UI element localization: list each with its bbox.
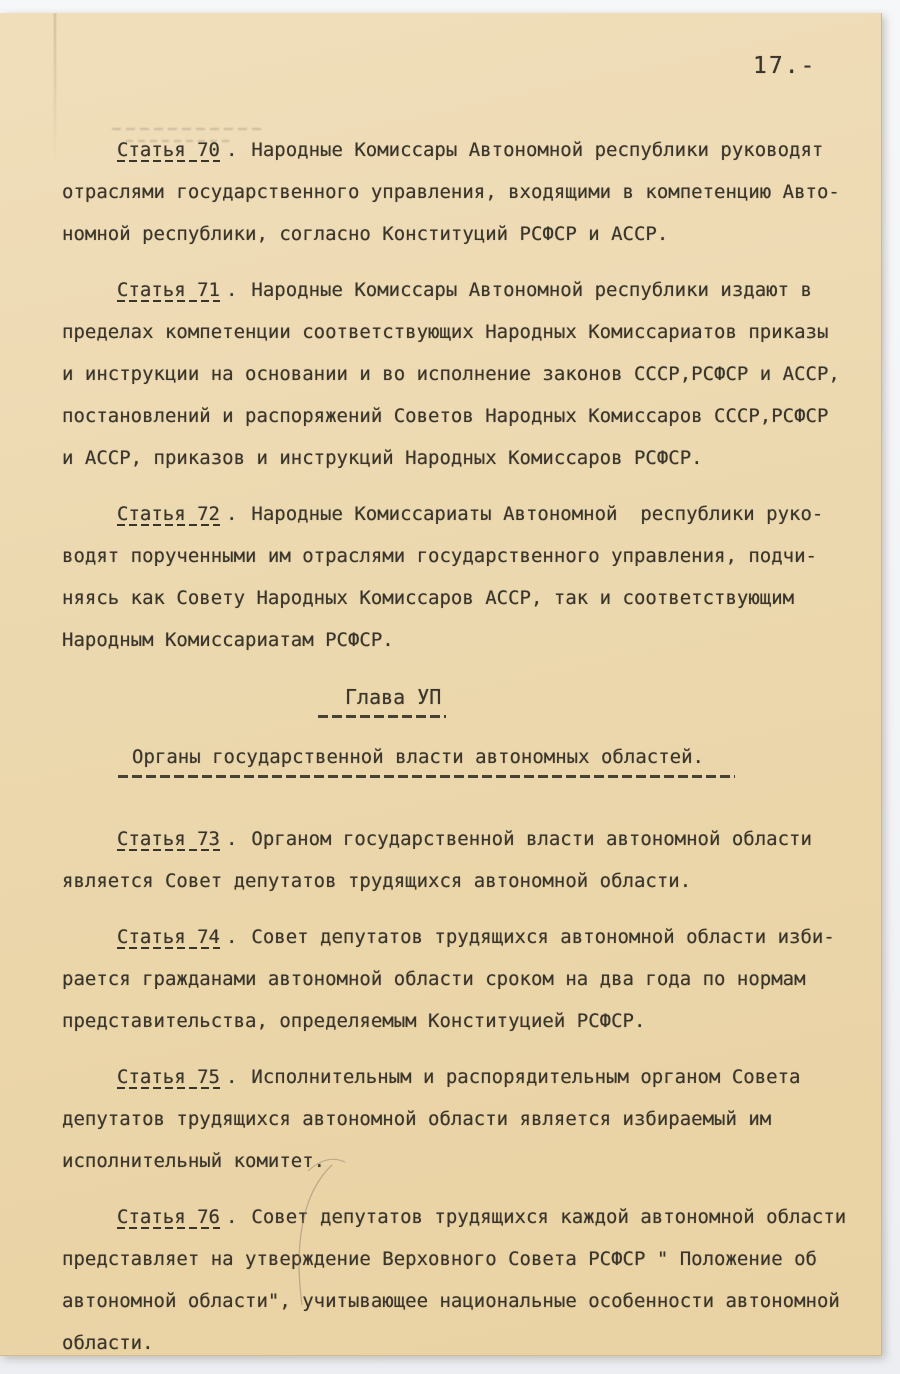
article-72-line-3: няясь как Совету Народных Комиссаров АССР, так и соответствующим <box>62 587 795 609</box>
article-71-paragraph <box>62 269 862 479</box>
article-75-label-dot: . <box>225 1066 238 1088</box>
article-74-label-dot: . <box>225 926 238 948</box>
article-70-line-2: отраслями государственного управления, входящими в компетенцию Авто- <box>62 181 840 203</box>
article-71-line-5: и АССР, приказов и инструкций Народных Комиссаров РСФСР. <box>62 447 703 469</box>
article-72-label: Статья 72 <box>117 503 220 525</box>
article-74-line-3: представительства, определяемым Конституцией РСФСР. <box>62 1010 646 1032</box>
paper-crease <box>54 13 56 163</box>
article-76-label-dot: . <box>225 1206 238 1228</box>
chapter-title: Глава УП <box>345 685 442 709</box>
article-70-intro: Народные Комиссары Автономной республики руководят <box>251 139 824 161</box>
article-75-line-3: исполнительный комитет. <box>62 1150 326 1172</box>
article-75-label: Статья 75 <box>117 1066 220 1088</box>
article-73-line-1 <box>62 818 862 860</box>
article-73-line-2: является Совет депутатов трудящихся автономной области. <box>62 870 692 892</box>
article-70-line-1 <box>62 129 862 171</box>
article-76-label: Статья 76 <box>117 1206 220 1228</box>
article-76-line-1 <box>62 1196 862 1238</box>
chapter-subtitle-underline <box>118 775 735 778</box>
article-70-line-3: номной республики, согласно Конституций РСФСР и АССР. <box>62 223 669 245</box>
article-72-paragraph <box>62 493 862 661</box>
article-70-label: Статья 70 <box>117 139 220 161</box>
article-74-line-1 <box>62 916 862 958</box>
article-71-line-2: пределах компетенции соответствующих Народных Комиссариатов приказы <box>62 321 829 343</box>
article-73-paragraph <box>62 818 862 902</box>
article-71-line-1 <box>62 269 862 311</box>
article-71-label: Статья 71 <box>117 279 220 301</box>
page-number: 17.- <box>753 53 817 79</box>
article-71-line-3: и инструкции на основании и во исполнение законов СССР,РСФСР и АССР, <box>62 363 840 385</box>
article-72-intro: Народные Комиссариаты Автономной республики руко- <box>251 503 824 525</box>
article-76-line-3: автономной области", учитывающее национальные особенности автономной <box>62 1290 840 1312</box>
article-76-paragraph <box>62 1196 862 1356</box>
chapter-subtitle: Органы государственной власти автономных областей. <box>132 746 704 768</box>
article-72-line-1 <box>62 493 862 535</box>
article-75-paragraph <box>62 1056 862 1182</box>
article-75-intro: Исполнительным и распорядительным органом Совета <box>251 1066 801 1088</box>
article-71-label-dot: . <box>225 279 238 301</box>
article-75-line-1 <box>62 1056 862 1098</box>
article-76-line-4: области. <box>62 1332 154 1354</box>
article-73-label-dot: . <box>225 828 238 850</box>
article-70-paragraph <box>62 129 862 255</box>
article-74-label: Статья 74 <box>117 926 220 948</box>
article-70-label-dot: . <box>225 139 238 161</box>
article-74-intro: Совет депутатов трудящихся автономной области изби- <box>251 926 835 948</box>
article-72-label-dot: . <box>225 503 238 525</box>
article-75-line-2: депутатов трудящихся автономной области является избираемый им <box>62 1108 772 1130</box>
article-71-line-4: постановлений и распоряжений Советов Народных Комиссаров СССР,РСФСР <box>62 405 829 427</box>
article-71-intro: Народные Комиссары Автономной республики издают в <box>251 279 812 301</box>
article-73-intro: Органом государственной власти автономной области <box>251 828 812 850</box>
chapter-title-underline <box>318 715 446 718</box>
article-74-paragraph <box>62 916 862 1042</box>
pencil-mark <box>272 1145 362 1315</box>
article-76-intro: Совет депутатов трудящихся каждой автономной области <box>251 1206 847 1228</box>
chapter-heading-block <box>62 683 862 778</box>
article-73-label: Статья 73 <box>117 828 220 850</box>
article-76-line-2: представляет на утверждение Верховного Совета РСФСР " Положение об <box>62 1248 817 1270</box>
article-72-line-4: Народным Комиссариатам РСФСР. <box>62 629 394 651</box>
article-74-line-2: рается гражданами автономной области сроком на два года по нормам <box>62 968 806 990</box>
article-72-line-2: водят порученными им отраслями государственного управления, подчи- <box>62 545 817 567</box>
page-content <box>62 13 862 1356</box>
document-page <box>0 13 882 1356</box>
